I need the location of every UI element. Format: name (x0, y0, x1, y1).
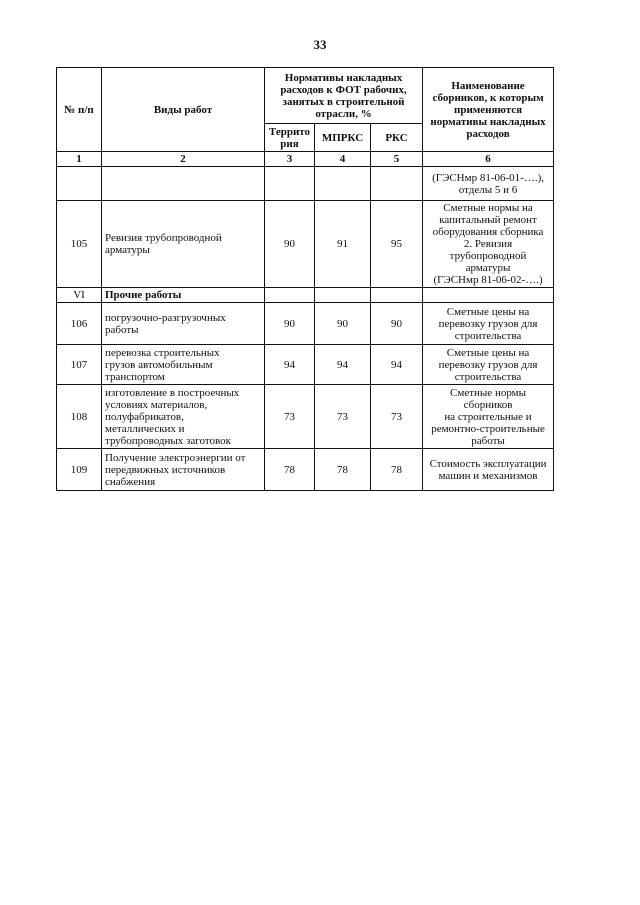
table-row (57, 449, 554, 491)
cell-territory: 90 (265, 303, 315, 345)
header-rks: РКС (371, 124, 423, 152)
cell-mprks: 78 (315, 449, 371, 491)
cell-collection: Сметные цены на перевозку грузов для строительства (423, 303, 554, 345)
cell-empty (423, 288, 554, 303)
header-norms: Нормативы накладных расходов к ФОТ рабочих, занятых в строительной отрасли, % (265, 68, 423, 124)
cell-territory: 73 (265, 385, 315, 449)
cell-mprks: 91 (315, 201, 371, 288)
cell-collection: Сметные нормы на капитальный ремонт оборудования сборника 2. Ревизия трубопроводной арматуры (ГЭСНмр 81-06-02-….) (423, 201, 554, 288)
cell-collection: Сметные цены на перевозку грузов для строительства (423, 345, 554, 385)
cell-collection: Стоимость эксплуатации машин и механизмов (423, 449, 554, 491)
cell-rks: 95 (371, 201, 423, 288)
overhead-norms-table (56, 67, 554, 491)
header-territory: Террито рия (265, 124, 315, 152)
cell-work: Ревизия трубопроводной арматуры (102, 201, 265, 288)
column-number-row (57, 152, 554, 167)
cell-num: 106 (57, 303, 102, 345)
cell-empty (315, 288, 371, 303)
table-header-row (57, 68, 554, 124)
table-row (57, 385, 554, 449)
cell-rks: 94 (371, 345, 423, 385)
cell-num: 107 (57, 345, 102, 385)
cell-work: Получение электроэнергии от передвижных источников снабжения (102, 449, 265, 491)
cell-rks: 78 (371, 449, 423, 491)
cell-collection: (ГЭСНмр 81-06-01-….), отделы 5 и 6 (423, 167, 554, 201)
cell-work: погрузочно-разгрузочных работы (102, 303, 265, 345)
cell-mprks: 94 (315, 345, 371, 385)
cell-rks: 73 (371, 385, 423, 449)
cell-empty (102, 167, 265, 201)
cell-territory: 90 (265, 201, 315, 288)
table-row (57, 201, 554, 288)
column-number: 4 (315, 152, 371, 167)
cell-work: изготовление в построечных условиях материалов, полуфабрикатов, металлических и трубопроводных заготовок (102, 385, 265, 449)
cell-empty (265, 167, 315, 201)
cell-empty (315, 167, 371, 201)
column-number: 2 (102, 152, 265, 167)
column-number: 6 (423, 152, 554, 167)
column-number: 3 (265, 152, 315, 167)
section-num: VI (57, 288, 102, 303)
header-collections: Наименование сборников, к которым применяются нормативы накладных расходов (423, 68, 554, 152)
cell-territory: 78 (265, 449, 315, 491)
header-num: № п/п (57, 68, 102, 152)
column-number: 5 (371, 152, 423, 167)
header-mprks: МПРКС (315, 124, 371, 152)
table-row-continuation (57, 167, 554, 201)
page-number: 33 (313, 37, 327, 52)
cell-num: 109 (57, 449, 102, 491)
cell-num: 105 (57, 201, 102, 288)
cell-collection: Сметные нормы сборников на строительные и ремонтно-строительные работы (423, 385, 554, 449)
cell-rks: 90 (371, 303, 423, 345)
cell-empty (371, 167, 423, 201)
cell-mprks: 73 (315, 385, 371, 449)
section-row (57, 288, 554, 303)
cell-empty (265, 288, 315, 303)
column-number: 1 (57, 152, 102, 167)
cell-empty (371, 288, 423, 303)
table-row (57, 303, 554, 345)
cell-work: перевозка строительных грузов автомобильным транспортом (102, 345, 265, 385)
cell-empty (57, 167, 102, 201)
table-row (57, 345, 554, 385)
cell-num: 108 (57, 385, 102, 449)
section-title: Прочие работы (102, 288, 265, 303)
cell-territory: 94 (265, 345, 315, 385)
cell-mprks: 90 (315, 303, 371, 345)
header-work-types: Виды работ (102, 68, 265, 152)
